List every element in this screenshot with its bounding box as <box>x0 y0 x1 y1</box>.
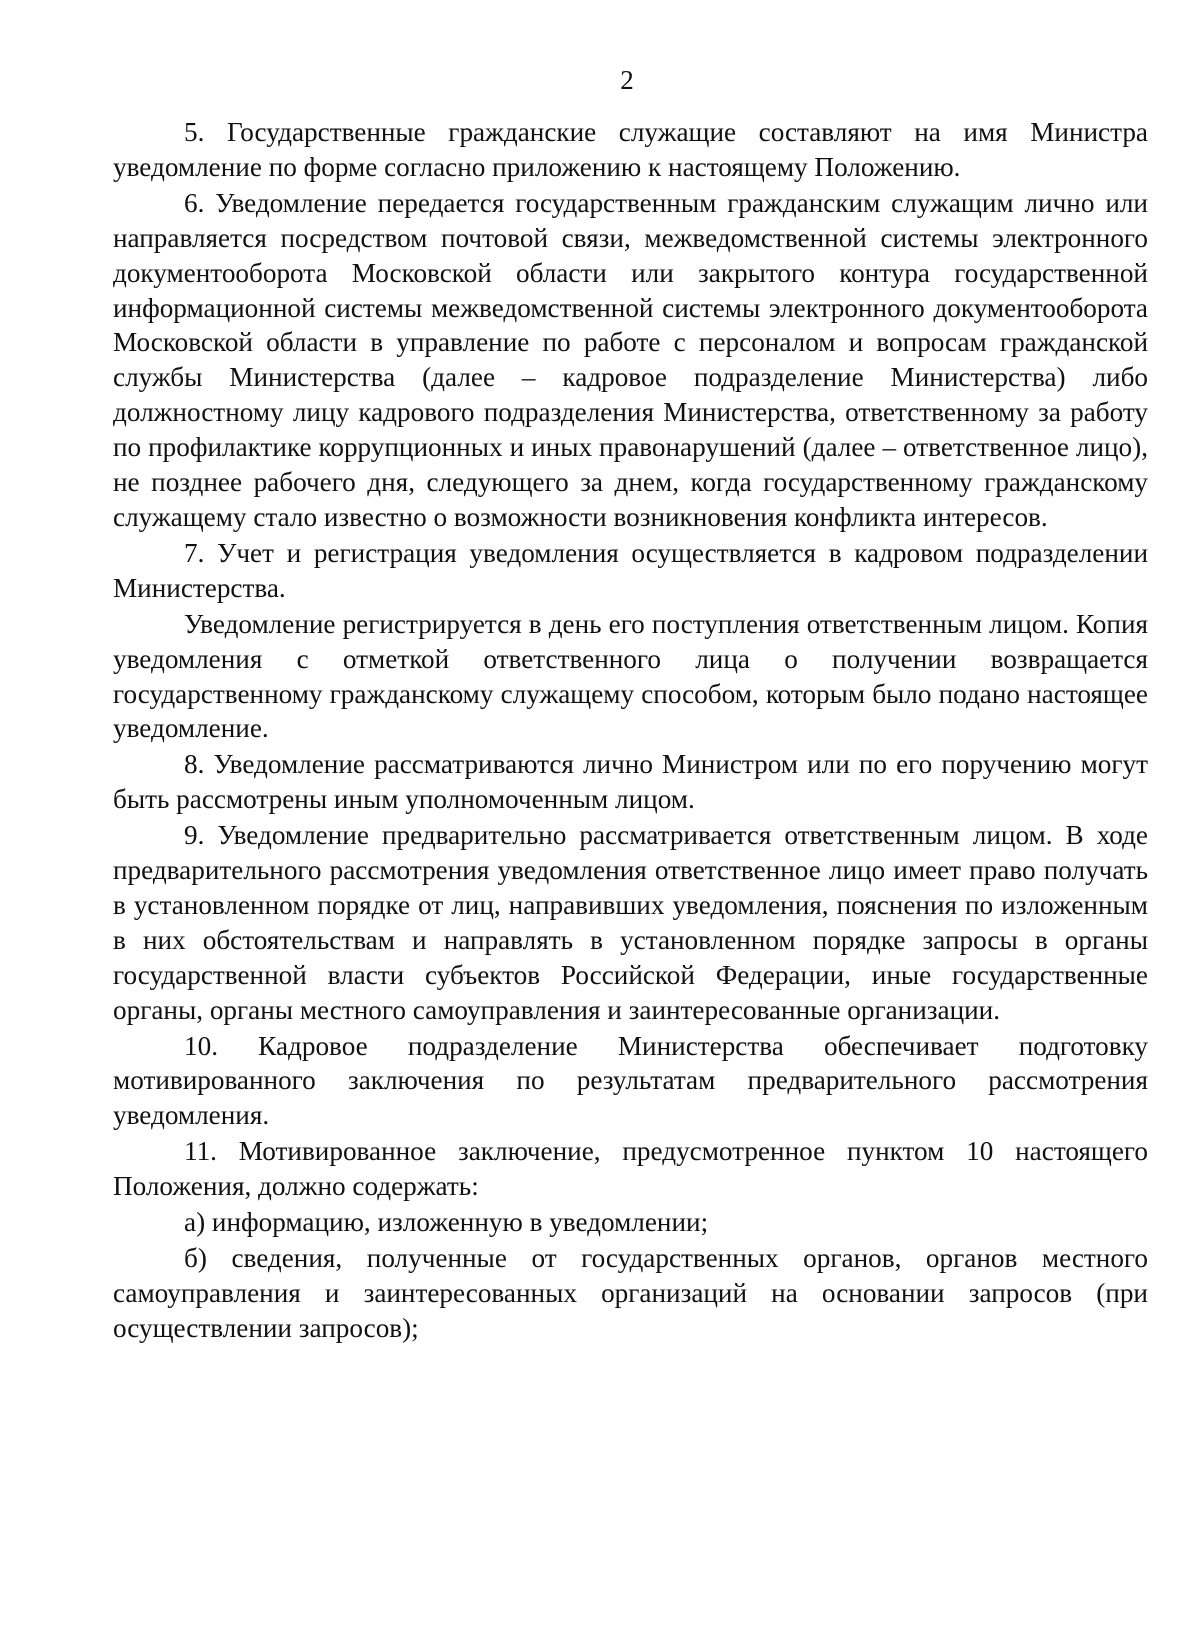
page-number: 2 <box>620 65 634 95</box>
paragraph-item-7: 7. Учет и регистрация уведомления осуществляется в кадровом подразделении Министерства. <box>113 537 1148 603</box>
paragraph-item-8: 8. Уведомление рассматриваются лично Министром или по его поручению могут быть рассмотрены иным уполномоченным лицом. <box>113 749 1148 815</box>
paragraph-registration: Уведомление регистрируется в день его поступления ответственным лицом. Копия уведомления с отметкой ответственного лица о получении возвращается государственному гражданскому служащему способом, которым было подано настоящее уведомление. <box>113 608 1148 744</box>
paragraph-item-5: 5. Государственные гражданские служащие составляют на имя Министра уведомление по форме согласно приложению к настоящему Положению. <box>113 117 1148 182</box>
paragraph-item-6: 6. Уведомление передается государственным гражданским служащим лично или направляется посредством почтовой связи, межведомственной системы электронного документооборота Московской области или закрытого контура государственной информационной системы межведомственной системы электронного документооборота Московской области в управление по работе с персоналом и вопросам гражданской службы Министерства (далее – кадровое подразделение Министерства) либо должностному лицу кадрового подразделения Министерства, ответственному за работу по профилактике коррупционных и иных правонарушений (далее – ответственное лицо), не позднее рабочего дня, следующего за днем, когда государственному гражданскому служащему стало известно о возможности возникновения конфликта интересов. <box>113 187 1148 532</box>
paragraph-item-10: 10. Кадровое подразделение Министерства обеспечивает подготовку мотивированного заключения по результатам предварительного рассмотрения уведомления. <box>113 1030 1148 1131</box>
paragraph-item-9: 9. Уведомление предварительно рассматривается ответственным лицом. В ходе предварительного рассмотрения уведомления ответственное лицо имеет право получать в установленном порядке от лиц, направивших уведомления, пояснения по изложенным в них обстоятельствам и направлять в установленном порядке запросы в органы государственной власти субъектов Российской Федерации, иные государственные органы, органы местного самоуправления и заинтересованные организации. <box>113 820 1148 1025</box>
paragraph-item-11: 11. Мотивированное заключение, предусмотренное пунктом 10 настоящего Положения, должно содержать: <box>113 1136 1148 1202</box>
subitem-a: а) информацию, изложенную в уведомлении; <box>184 1207 709 1238</box>
document-body <box>113 115 1148 1347</box>
subitem-b: б) сведения, полученные от государственных органов, органов местного самоуправления и заинтересованных организаций на основании запросов (при осуществлении запросов); <box>113 1243 1148 1343</box>
